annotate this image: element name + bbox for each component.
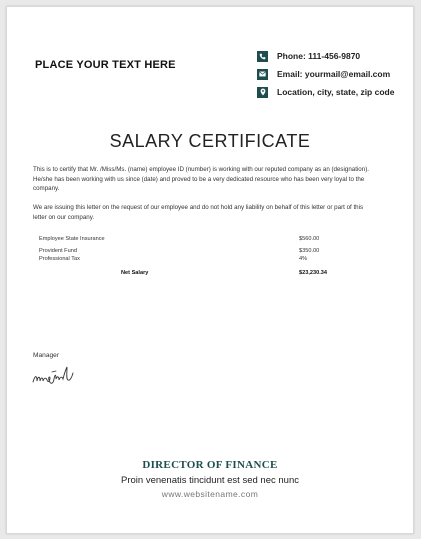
body-paragraph-1: This is to certify that Mr. /Miss/Ms. (name) employee ID (number) is working with our reputed company as an (designation). He/she has been working with us since (date) and proved to be a very dedicated resource who has been very loyal to the company. xyxy=(33,166,369,193)
body-paragraph-2: We are issuing this letter on the request of our employee and do not hold any liability on behalf of this letter or part of this letter on our company. xyxy=(33,204,364,221)
deduction-label-esi: Employee State Insurance xyxy=(39,236,105,242)
net-salary-label: Net Salary xyxy=(121,270,149,276)
contact-block xyxy=(257,47,394,101)
footer-director-title: DIRECTOR OF FINANCE xyxy=(142,459,278,471)
net-salary-amount: $23,230.34 xyxy=(299,270,327,276)
deduction-amount-pt: 4% xyxy=(299,256,308,262)
phone-icon xyxy=(257,51,268,62)
contact-location xyxy=(257,83,394,101)
location-icon xyxy=(257,87,268,98)
header-placeholder-text: PLACE YOUR TEXT HERE xyxy=(35,59,176,71)
contact-phone xyxy=(257,47,394,65)
contact-email xyxy=(257,65,394,83)
contact-email-text: Email: yourmail@email.com xyxy=(277,69,391,79)
footer-tagline: Proin venenatis tincidunt est sed nec nunc xyxy=(121,475,299,486)
deduction-label-pt: Professional Tax xyxy=(39,256,80,262)
signature-image xyxy=(31,365,77,392)
contact-location-text: Location, city, state, zip code xyxy=(277,87,395,97)
email-icon xyxy=(257,69,268,80)
deduction-amount-pf: $350.00 xyxy=(299,248,320,254)
certificate-title: SALARY CERTIFICATE xyxy=(109,131,311,151)
footer-website: www.websitename.com xyxy=(161,489,259,499)
manager-label: Manager xyxy=(33,352,60,359)
certificate-page xyxy=(6,6,414,534)
deduction-amount-esi: $560.00 xyxy=(299,236,320,242)
contact-phone-text: Phone: 111-456-9870 xyxy=(277,51,361,61)
deduction-label-pf: Provident Fund xyxy=(39,248,77,254)
